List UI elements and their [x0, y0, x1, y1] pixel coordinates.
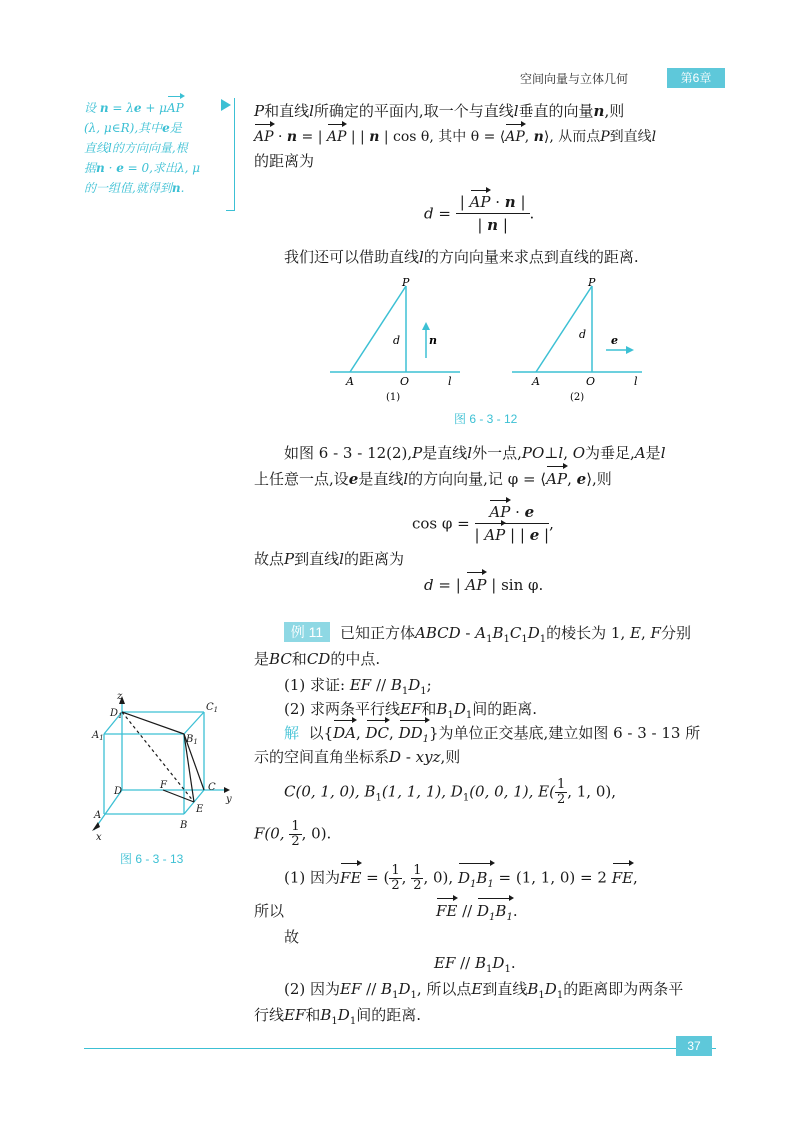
svg-text:B: B [180, 820, 188, 831]
svg-text:l: l [634, 375, 638, 388]
page-number: 37 [676, 1036, 712, 1056]
svg-text:A: A [532, 375, 540, 388]
svg-text:A: A [346, 375, 354, 388]
para3-line1: 如图 6 - 3 - 12(2),P是直线l外一点,PO⊥l, O为垂足,A是l [284, 444, 666, 462]
example-line2: 是BC和CD的中点. [254, 650, 381, 668]
para2: 我们还可以借助直线l的方向向量来求点到直线的距离. [284, 248, 639, 266]
para3-line2: 上任意一点,设e是直线l的方向向量,记 φ = ⟨AP, e⟩,则 [254, 470, 612, 488]
svg-text:B1: $B_1$ [186, 734, 198, 746]
solution-step1: (1) 因为FE = ( $\frac{1}{2}$ , $\frac{1}{2}$ , 0), $D_1B_1 = (1$, 1, 0) = 2 FE, [284, 864, 638, 898]
svg-text:P: P [588, 276, 596, 289]
header-chapter-badge: 第6章 [667, 68, 725, 88]
footer-rule [84, 1048, 716, 1049]
margin-note: 设 n = λe + μAP (λ, μ∈R),其中e是 直线l的方向向量,根 据n · e = 0,求出λ, μ 的一组值,就得到n. [84, 98, 224, 198]
svg-text:l: l [448, 375, 452, 388]
solution-step1-conclusion: 所以 [254, 902, 285, 920]
header-section-title: 空间向量与立体几何 [520, 72, 629, 86]
svg-text:F: F [160, 780, 167, 791]
svg-text:C1: $C_1$ [206, 702, 219, 714]
svg-text:O: O [400, 375, 410, 388]
svg-text:(2): (2) [570, 392, 585, 403]
solution-ef-parallel: EF // $B_1D_1$. [434, 954, 516, 975]
example-question-1: (1) 求证: EF // $B_1D_1$; [284, 676, 432, 697]
svg-text:D1: $D_1$ [110, 708, 123, 720]
solution-line1: 解 以{DA, DC, $DD_1$}为单位正交基底,建立如图 6 - 3 - 13 所 [284, 722, 700, 751]
svg-text:z: z [117, 691, 123, 702]
formula-cos-phi: cos φ = $\frac{AP \cdot e}{| AP | | e |}$ , [412, 503, 554, 544]
solution-line2: 示的空间直角坐标系D - xyz,则 [254, 748, 461, 766]
solution-f-coords: F(0, $\frac{1}{2}$ , 0). [254, 819, 332, 849]
svg-text:d: d [579, 328, 587, 341]
svg-text:O: O [586, 375, 596, 388]
solution-step2-line2: 行线EF和$B_1D_1$间的距离. [254, 1006, 421, 1027]
svg-text:(1): (1) [386, 392, 401, 403]
solution-therefore: 故 [284, 928, 300, 946]
svg-text:y: y [226, 794, 232, 805]
svg-text:C: C [208, 782, 216, 793]
solution-coords-line: C(0, 1, 0), $B_1(1$, 1, 1), $D_1(0$, 0, 1), E( $\frac{1}{2}$ , 1, 0), [284, 777, 616, 807]
para1-line1: P和直线l所确定的平面内,取一个与直线l垂直的向量n,则 [254, 102, 625, 120]
figure-6-3-13 [84, 690, 244, 850]
formula-distance-sin: d = | AP | sin φ. [424, 576, 544, 594]
note-bracket [226, 98, 235, 211]
figure-12-caption: 图 6 - 3 - 12 [454, 412, 518, 426]
example-badge: 例 11 [284, 622, 330, 642]
figure-12-right [512, 276, 642, 403]
example-question-2: (2) 求两条平行线EF和$B_1D_1$间的距离. [284, 700, 537, 721]
para4: 故点P到直线l的距离为 [254, 550, 404, 568]
svg-text:A: A [94, 810, 102, 821]
figure-6-3-12 [320, 276, 650, 406]
svg-text:P: P [402, 276, 410, 289]
svg-text:D: D [114, 786, 123, 797]
figure-13-caption: 图 6 - 3 - 13 [120, 852, 184, 866]
svg-text:e: e [611, 334, 618, 347]
svg-text:E: E [196, 804, 204, 815]
svg-text:x: x [96, 832, 102, 843]
para1-line3: 的距离为 [254, 152, 315, 170]
formula-distance-normal: d = $\frac{| AP \cdot n |}{| n |}$ . [424, 193, 535, 234]
para1-line2: AP · n = | AP | | n | cos θ, 其中 θ = ⟨AP, n⟩, 从而点P到直线l [254, 126, 656, 148]
example-line1: 已知正方体ABCD - $A_1B_1C_1D_1$的棱长为 1, E, F分别 [340, 624, 691, 645]
solution-step2-line1: (2) 因为EF // $B_1D_1$, 所以点E到直线$B_1D_1$的距离即为两条平 [284, 980, 684, 1001]
svg-text:n: n [429, 334, 437, 347]
solution-vec-parallel: FE // $D_1B_1$. [436, 900, 518, 929]
svg-text:A1: $A_1$ [92, 730, 104, 742]
figure-12-left [330, 276, 460, 403]
svg-text:d: d [393, 334, 401, 347]
